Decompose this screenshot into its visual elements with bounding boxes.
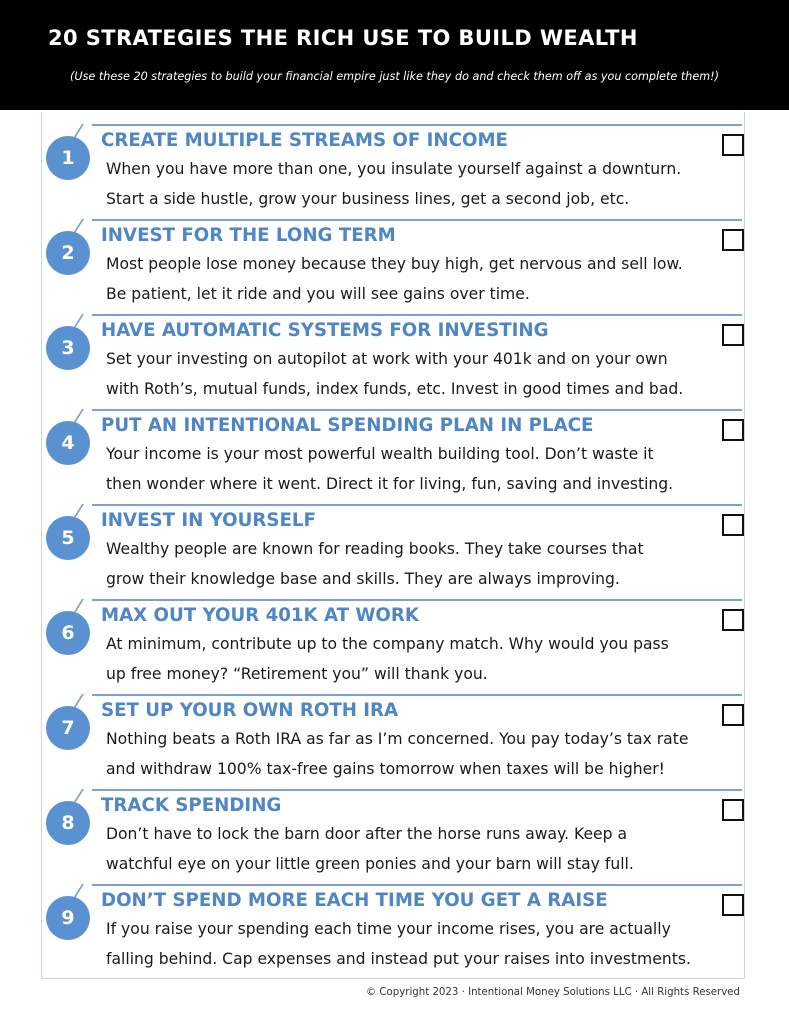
page-title: 20 STRATEGIES THE RICH USE TO BUILD WEALTH <box>48 26 638 50</box>
number-badge: 3 <box>46 326 90 370</box>
number-badge: 8 <box>46 801 90 845</box>
section-rule <box>92 314 742 316</box>
number-badge: 9 <box>46 896 90 940</box>
strategy-item <box>0 872 789 967</box>
strategy-description: Set your investing on autopilot at work with your 401k and on your own with Roth’s, mutual funds, index funds, etc. Invest in good times and bad. <box>106 350 684 398</box>
section-rule <box>92 599 742 601</box>
completion-checkbox[interactable] <box>722 229 744 251</box>
strategy-description: Your income is your most powerful wealth building tool. Don’t waste it then wonder where it went. Direct it for living, fun, saving and investing. <box>106 445 674 493</box>
strategy-title: INVEST IN YOURSELF <box>101 510 316 531</box>
number-badge: 7 <box>46 706 90 750</box>
strategy-description: Don’t have to lock the barn door after the horse runs away. Keep a watchful eye on your little green ponies and your barn will stay full. <box>106 825 634 873</box>
strategy-item <box>0 492 789 587</box>
strategy-item <box>0 777 789 872</box>
completion-checkbox[interactable] <box>722 704 744 726</box>
strategy-description: Most people lose money because they buy high, get nervous and sell low. Be patient, let it ride and you will see gains over time. <box>106 255 683 303</box>
section-rule <box>92 124 742 126</box>
number-badge: 6 <box>46 611 90 655</box>
strategy-title: INVEST FOR THE LONG TERM <box>101 225 396 246</box>
strategy-title: HAVE AUTOMATIC SYSTEMS FOR INVESTING <box>101 320 549 341</box>
number-badge: 2 <box>46 231 90 275</box>
strategy-description: Nothing beats a Roth IRA as far as I’m concerned. You pay today’s tax rate and withdraw 100% tax-free gains tomorrow when taxes will be higher! <box>106 730 689 778</box>
strategy-item <box>0 112 789 207</box>
number-badge: 5 <box>46 516 90 560</box>
strategy-title: CREATE MULTIPLE STREAMS OF INCOME <box>101 130 508 151</box>
copyright-notice: © Copyright 2023 · Intentional Money Solutions LLC · All Rights Reserved <box>366 987 740 998</box>
completion-checkbox[interactable] <box>722 419 744 441</box>
strategy-description: At minimum, contribute up to the company match. Why would you pass up free money? “Retirement you” will thank you. <box>106 635 669 683</box>
completion-checkbox[interactable] <box>722 324 744 346</box>
page-subtitle: (Use these 20 strategies to build your financial empire just like they do and check them off as you complete them!) <box>70 70 719 83</box>
strategy-title: TRACK SPENDING <box>101 795 282 816</box>
strategy-description: If you raise your spending each time your income rises, you are actually falling behind. Cap expenses and instead put your raises into investments. <box>106 920 691 968</box>
completion-checkbox[interactable] <box>722 609 744 631</box>
strategy-title: SET UP YOUR OWN ROTH IRA <box>101 700 399 721</box>
section-rule <box>92 219 742 221</box>
strategy-item <box>0 682 789 777</box>
strategy-title: MAX OUT YOUR 401K AT WORK <box>101 605 419 626</box>
strategy-description: Wealthy people are known for reading books. They take courses that grow their knowledge base and skills. They are always improving. <box>106 540 644 588</box>
strategy-item <box>0 397 789 492</box>
section-rule <box>92 789 742 791</box>
strategy-item <box>0 587 789 682</box>
section-rule <box>92 409 742 411</box>
strategy-title: PUT AN INTENTIONAL SPENDING PLAN IN PLACE <box>101 415 594 436</box>
completion-checkbox[interactable] <box>722 134 744 156</box>
strategy-item <box>0 207 789 302</box>
strategy-title: DON’T SPEND MORE EACH TIME YOU GET A RAISE <box>101 890 608 911</box>
header-banner <box>0 0 789 110</box>
strategy-description: When you have more than one, you insulate yourself against a downturn. Start a side hustle, grow your business lines, get a second job, etc. <box>106 160 682 208</box>
completion-checkbox[interactable] <box>722 799 744 821</box>
section-rule <box>92 884 742 886</box>
number-badge: 4 <box>46 421 90 465</box>
strategy-item <box>0 302 789 397</box>
completion-checkbox[interactable] <box>722 514 744 536</box>
completion-checkbox[interactable] <box>722 894 744 916</box>
section-rule <box>92 694 742 696</box>
section-rule <box>92 504 742 506</box>
number-badge: 1 <box>46 136 90 180</box>
